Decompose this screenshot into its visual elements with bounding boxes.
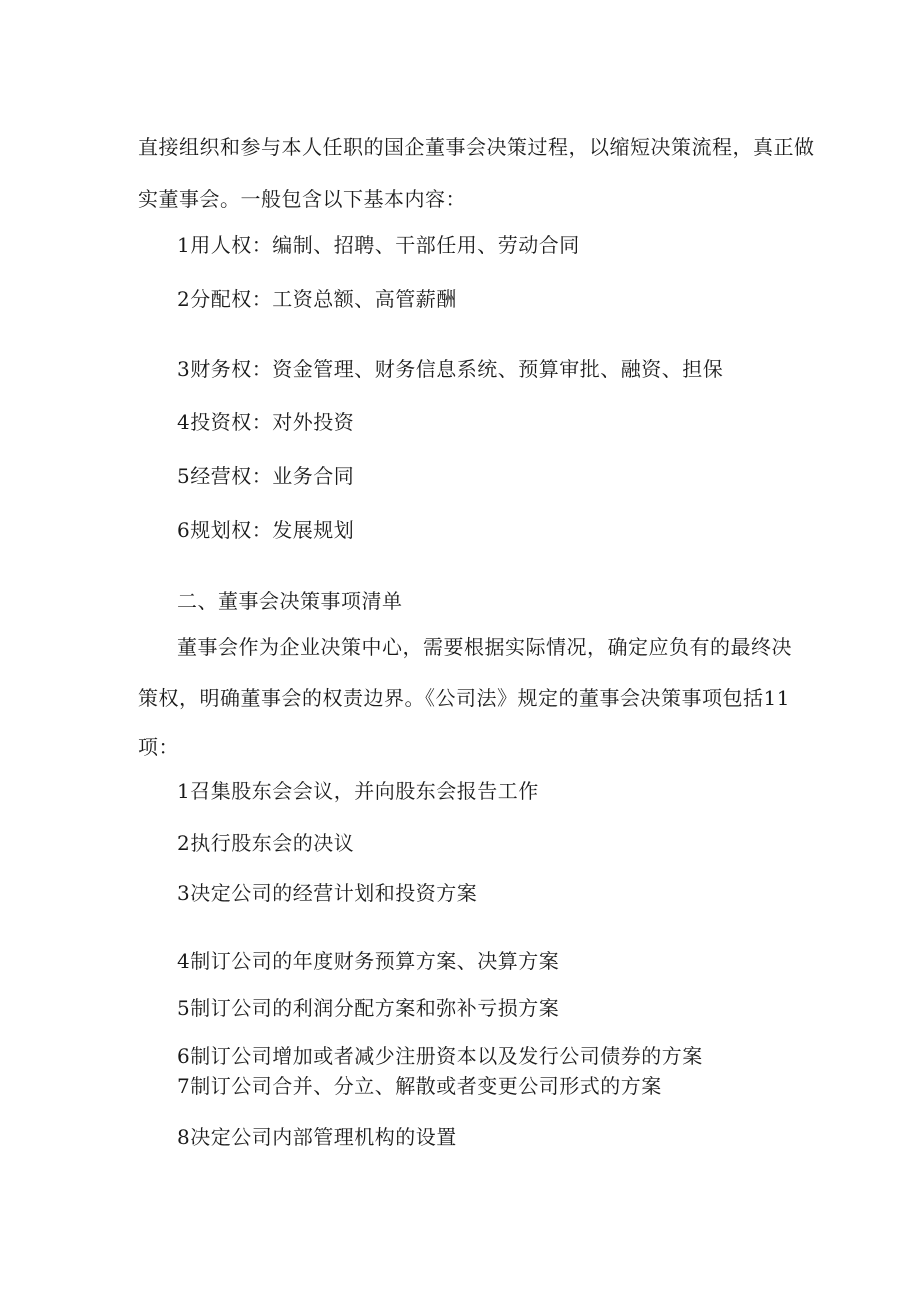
power-item-6: 6规划权：发展规划 bbox=[177, 518, 355, 542]
decision-item-5: 5制订公司的利润分配方案和弥补亏损方案 bbox=[177, 996, 560, 1020]
decision-item-4: 4制订公司的年度财务预算方案、决算方案 bbox=[177, 949, 560, 973]
power-item-3: 3财务权：资金管理、财务信息系统、预算审批、融资、担保 bbox=[177, 357, 724, 381]
power-item-4: 4投资权：对外投资 bbox=[177, 410, 355, 434]
section-paragraph-line-3: 项： bbox=[138, 735, 179, 759]
intro-line-1: 直接组织和参与本人任职的国企董事会决策过程，以缩短决策流程，真正做 bbox=[138, 135, 815, 159]
decision-item-7: 7制订公司合并、分立、解散或者变更公司形式的方案 bbox=[177, 1074, 662, 1098]
decision-item-1: 1召集股东会会议，并向股东会报告工作 bbox=[177, 779, 539, 803]
power-item-1: 1用人权：编制、招聘、干部任用、劳动合同 bbox=[177, 233, 580, 257]
decision-item-2: 2执行股东会的决议 bbox=[177, 831, 355, 855]
section-heading: 二、董事会决策事项清单 bbox=[177, 589, 403, 613]
power-item-2: 2分配权：工资总额、高管薪酬 bbox=[177, 287, 457, 311]
decision-item-6: 6制订公司增加或者减少注册资本以及发行公司债券的方案 bbox=[177, 1044, 703, 1068]
decision-item-3: 3决定公司的经营计划和投资方案 bbox=[177, 881, 478, 905]
decision-item-8: 8决定公司内部管理机构的设置 bbox=[177, 1125, 457, 1149]
section-paragraph-line-2: 策权，明确董事会的权责边界。《公司法》规定的董事会决策事项包括11 bbox=[138, 686, 790, 710]
intro-line-2: 实董事会。一般包含以下基本内容： bbox=[138, 187, 466, 211]
power-item-5: 5经营权：业务合同 bbox=[177, 464, 355, 488]
section-paragraph-line-1: 董事会作为企业决策中心，需要根据实际情况，确定应负有的最终决 bbox=[177, 635, 792, 659]
